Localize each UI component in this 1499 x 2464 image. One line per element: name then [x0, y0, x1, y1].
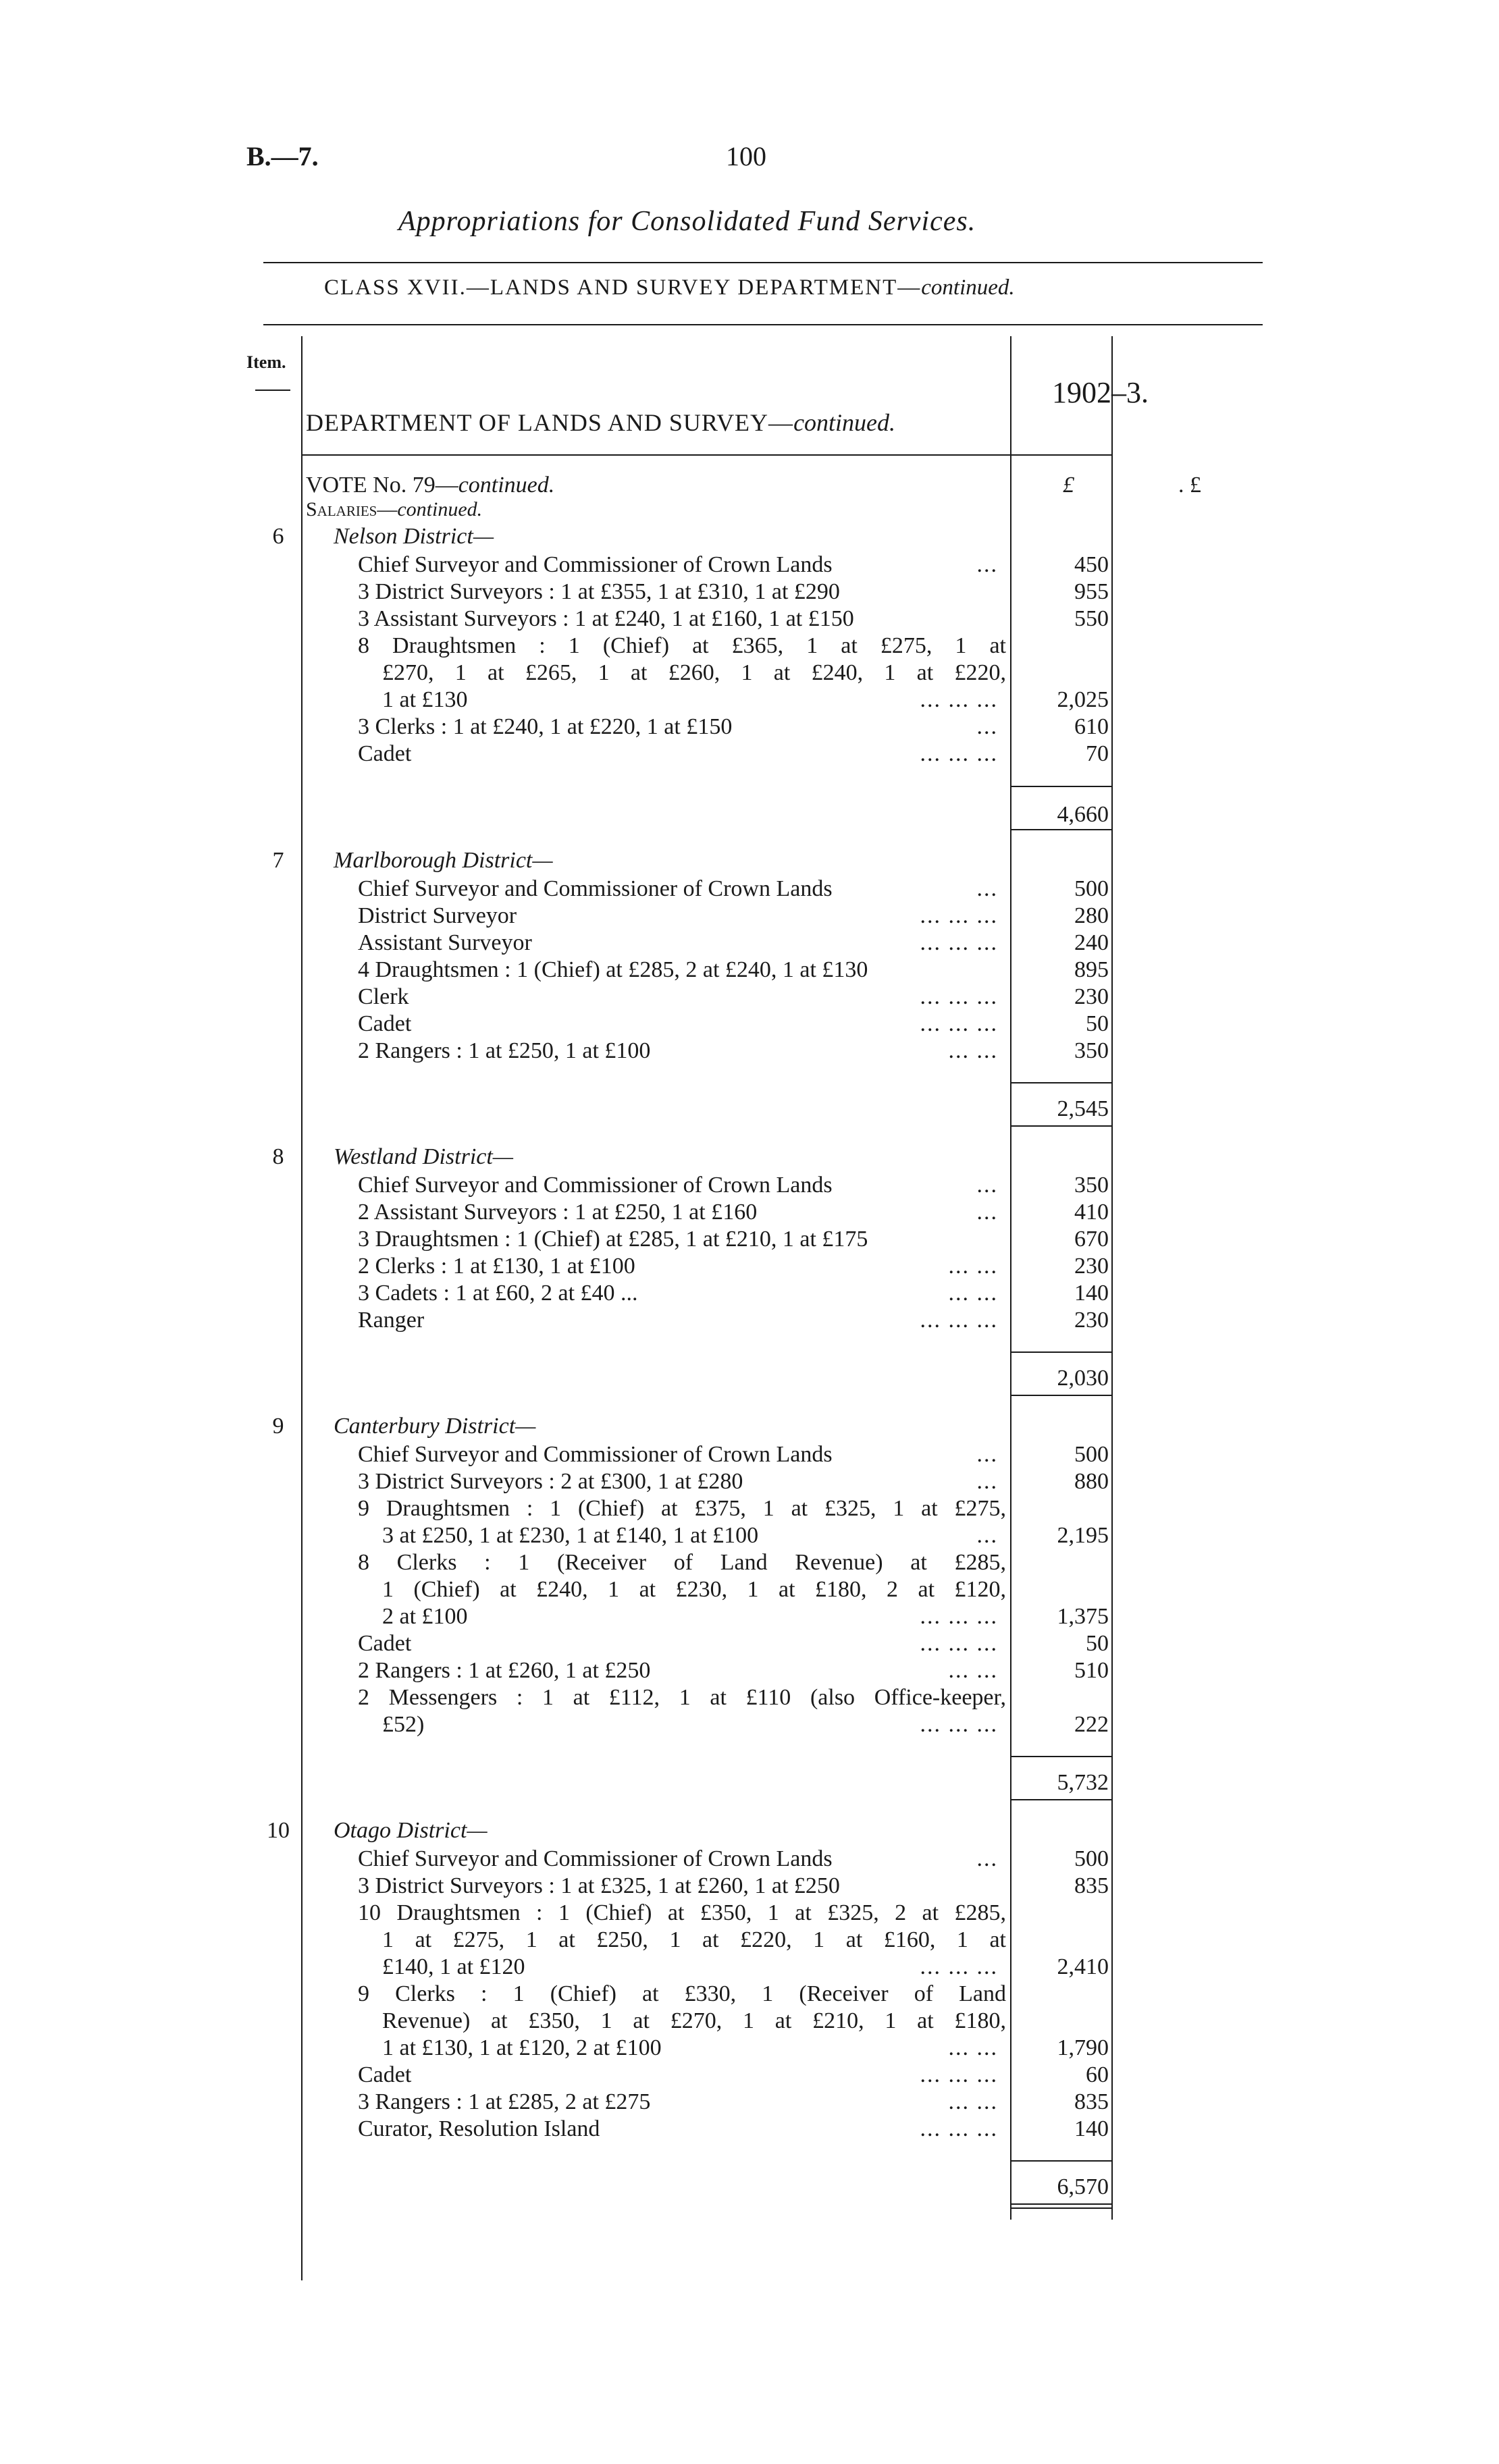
district-total: 2,030	[1057, 1366, 1109, 1391]
leader-dots: ... ...	[948, 1254, 998, 1279]
line-amount: 895	[1074, 957, 1109, 982]
salary-line: 10 Draughtsmen : 1 (Chief) at £350, 1 at £325, 2 at £285,	[358, 1900, 1006, 1925]
leader-dots: ...	[976, 1846, 998, 1871]
leader-dots: ...	[976, 1469, 998, 1494]
total-rule	[1010, 1125, 1111, 1127]
line-amount: 835	[1074, 1873, 1109, 1898]
subtotal-rule	[1010, 786, 1111, 787]
leader-dots: ...	[976, 1173, 998, 1198]
salary-line: Cadet	[358, 2062, 412, 2087]
line-amount: 670	[1074, 1227, 1109, 1252]
leader-dots: ...	[976, 1442, 998, 1467]
page-number: 100	[726, 141, 766, 171]
salary-line: 3 Cadets : 1 at £60, 2 at £40 ...	[358, 1281, 638, 1306]
line-amount: 410	[1074, 1200, 1109, 1225]
leader-dots: ... ... ...	[920, 984, 998, 1009]
line-amount: 2,195	[1057, 1523, 1109, 1548]
district-name: Canterbury District—	[334, 1414, 536, 1439]
leader-dots: ... ... ...	[920, 1712, 998, 1737]
salaries-heading-main: Salaries—	[306, 498, 398, 520]
salary-line: 2 Clerks : 1 at £130, 1 at £100	[358, 1254, 635, 1279]
leader-dots: ... ... ...	[920, 1308, 998, 1333]
leader-dots: ... ... ...	[920, 930, 998, 955]
leader-dots: ... ...	[948, 1038, 998, 1063]
department-heading	[306, 408, 895, 437]
document-title: Appropriations for Consolidated Fund Services.	[398, 206, 976, 237]
district-total: 2,545	[1057, 1096, 1109, 1121]
line-amount: 500	[1074, 876, 1109, 901]
item-column-divider	[301, 336, 303, 2280]
district-total: 6,570	[1057, 2174, 1109, 2199]
item-number: 8	[272, 1144, 284, 1169]
salary-line: 9 Draughtsmen : 1 (Chief) at £375, 1 at £325, 1 at £275,	[358, 1496, 1006, 1521]
line-amount: 222	[1074, 1712, 1109, 1737]
salary-line: Chief Surveyor and Commissioner of Crown Lands	[358, 1442, 833, 1467]
leader-dots: ... ... ...	[920, 2062, 998, 2087]
salary-line: 9 Clerks : 1 (Chief) at £330, 1 (Receiver of Land	[358, 1981, 1006, 2006]
line-amount: 450	[1074, 552, 1109, 577]
line-amount: 230	[1074, 984, 1109, 1009]
line-amount: 230	[1074, 1308, 1109, 1333]
subtotal-rule	[1010, 1351, 1111, 1353]
line-amount: 2,025	[1057, 687, 1109, 712]
total-rule	[1010, 1799, 1111, 1800]
salary-line: 3 Rangers : 1 at £285, 2 at £275	[358, 2089, 651, 2114]
class-title-suffix: continued.	[921, 275, 1015, 300]
line-amount: 350	[1074, 1173, 1109, 1198]
district-name: Marlborough District—	[334, 848, 553, 873]
leader-dots: ... ... ...	[920, 903, 998, 928]
leader-dots: ... ...	[948, 1658, 998, 1683]
salary-line: Chief Surveyor and Commissioner of Crown Lands	[358, 1846, 833, 1871]
item-column-heading: Item.	[246, 352, 286, 372]
salary-line: 2 at £100	[382, 1604, 468, 1629]
line-amount: 500	[1074, 1442, 1109, 1467]
department-heading-main: DEPARTMENT OF LANDS AND SURVEY—	[306, 409, 794, 436]
salary-line: Chief Surveyor and Commissioner of Crown Lands	[358, 876, 833, 901]
district-name: Westland District—	[334, 1144, 514, 1169]
line-amount: 50	[1086, 1011, 1109, 1036]
title-rule	[263, 262, 1263, 263]
salary-line: Curator, Resolution Island	[358, 2116, 600, 2141]
salary-line: 3 Assistant Surveyors : 1 at £240, 1 at £160, 1 at £150	[358, 606, 854, 631]
leader-dots: ... ... ...	[920, 687, 998, 712]
salary-line: 2 Assistant Surveyors : 1 at £250, 1 at £160	[358, 1200, 758, 1225]
salary-line: 1 at £130, 1 at £120, 2 at £100	[382, 2035, 662, 2060]
salary-line: Clerk	[358, 984, 409, 1009]
salary-line: Cadet	[358, 741, 412, 766]
line-amount: 70	[1086, 741, 1109, 766]
salary-line: 1 at £275, 1 at £250, 1 at £220, 1 at £160, 1 at	[382, 1927, 1006, 1952]
table-header-rule	[301, 454, 1111, 456]
line-amount: 350	[1074, 1038, 1109, 1063]
item-number: 10	[267, 1818, 290, 1843]
subtotal-rule	[1010, 2160, 1111, 2162]
salary-line: £52)	[382, 1712, 425, 1737]
salary-line: £270, 1 at £265, 1 at £260, 1 at £240, 1 at £220,	[382, 660, 1006, 685]
salary-line: 2 Rangers : 1 at £250, 1 at £100	[358, 1038, 651, 1063]
leader-dots: ... ... ...	[920, 1604, 998, 1629]
line-amount: 610	[1074, 714, 1109, 739]
line-amount: 1,375	[1057, 1604, 1109, 1629]
leader-dots: ... ...	[948, 1281, 998, 1306]
salary-line: 2 Messengers : 1 at £112, 1 at £110 (also Office-keeper,	[358, 1685, 1006, 1710]
leader-dots: ... ...	[948, 2035, 998, 2060]
vote-heading-suffix: continued.	[458, 473, 555, 498]
salaries-heading	[306, 498, 482, 521]
currency-symbol: £	[1063, 473, 1074, 498]
salary-line: 2 Rangers : 1 at £260, 1 at £250	[358, 1658, 651, 1683]
salary-line: Cadet	[358, 1631, 412, 1656]
salary-line: 3 District Surveyors : 2 at £300, 1 at £280	[358, 1469, 743, 1494]
salary-line: 3 at £250, 1 at £230, 1 at £140, 1 at £100	[382, 1523, 759, 1548]
salary-line: Assistant Surveyor	[358, 930, 532, 955]
line-amount: 1,790	[1057, 2035, 1109, 2060]
total-rule	[1010, 1395, 1111, 1396]
total-rule	[1010, 829, 1111, 830]
district-name: Otago District—	[334, 1818, 488, 1843]
line-amount: 140	[1074, 2116, 1109, 2141]
leader-dots: ...	[976, 552, 998, 577]
total-rule	[1010, 2203, 1111, 2205]
salary-line: 3 Clerks : 1 at £240, 1 at £220, 1 at £150	[358, 714, 733, 739]
salary-line: 3 District Surveyors : 1 at £325, 1 at £260, 1 at £250	[358, 1873, 840, 1898]
salary-line: £140, 1 at £120	[382, 1954, 525, 1979]
vote-heading-main: VOTE No. 79—	[306, 473, 458, 498]
leader-dots: ...	[976, 714, 998, 739]
leader-dots: ... ... ...	[920, 741, 998, 766]
line-amount: 280	[1074, 903, 1109, 928]
district-total: 4,660	[1057, 802, 1109, 827]
class-rule	[263, 324, 1263, 325]
salary-line: Chief Surveyor and Commissioner of Crown Lands	[358, 1173, 833, 1198]
leader-dots: ... ...	[948, 2089, 998, 2114]
leader-dots: ...	[976, 876, 998, 901]
salary-line: Cadet	[358, 1011, 412, 1036]
salary-line: 3 District Surveyors : 1 at £355, 1 at £310, 1 at £290	[358, 579, 840, 604]
leader-dots: ... ... ...	[920, 2116, 998, 2141]
final-total-double-rule	[1010, 2207, 1111, 2209]
document-code: B.—7.	[246, 141, 319, 171]
salaries-heading-suffix: continued.	[397, 498, 483, 520]
amount-column-right-divider	[1111, 336, 1113, 2220]
item-heading-dash	[255, 390, 290, 391]
district-name: Nelson District—	[334, 524, 494, 549]
line-amount: 550	[1074, 606, 1109, 631]
salary-line: 8 Clerks : 1 (Receiver of Land Revenue) at £285,	[358, 1550, 1006, 1575]
line-amount: 880	[1074, 1469, 1109, 1494]
line-amount: 955	[1074, 579, 1109, 604]
line-amount: 60	[1086, 2062, 1109, 2087]
line-amount: 230	[1074, 1254, 1109, 1279]
subtotal-rule	[1010, 1756, 1111, 1757]
line-amount: 140	[1074, 1281, 1109, 1306]
line-amount: 2,410	[1057, 1954, 1109, 1979]
line-amount: 510	[1074, 1658, 1109, 1683]
leader-dots: ...	[976, 1523, 998, 1548]
salary-line: 1 at £130	[382, 687, 468, 712]
line-amount: 240	[1074, 930, 1109, 955]
year-heading: 1902–3.	[1052, 376, 1149, 409]
salary-line: Ranger	[358, 1308, 425, 1333]
salary-line: Revenue) at £350, 1 at £270, 1 at £210, 1 at £180,	[382, 2008, 1006, 2033]
line-amount: 50	[1086, 1631, 1109, 1656]
salary-line: 3 Draughtsmen : 1 (Chief) at £285, 1 at £210, 1 at £175	[358, 1227, 868, 1252]
line-amount: 500	[1074, 1846, 1109, 1871]
item-number: 6	[272, 524, 284, 549]
leader-dots: ... ... ...	[920, 1631, 998, 1656]
currency-symbol-total: . £	[1178, 473, 1201, 498]
subtotal-rule	[1010, 1082, 1111, 1083]
salary-line: Chief Surveyor and Commissioner of Crown Lands	[358, 552, 833, 577]
item-number: 9	[272, 1414, 284, 1439]
salary-line: District Surveyor	[358, 903, 517, 928]
class-title	[324, 275, 1015, 300]
leader-dots: ...	[976, 1200, 998, 1225]
item-number: 7	[272, 848, 284, 873]
salary-line: 8 Draughtsmen : 1 (Chief) at £365, 1 at £275, 1 at	[358, 633, 1006, 658]
salary-line: 4 Draughtsmen : 1 (Chief) at £285, 2 at £240, 1 at £130	[358, 957, 868, 982]
amount-column-left-divider	[1010, 336, 1011, 2220]
salary-line: 1 (Chief) at £240, 1 at £230, 1 at £180, 2 at £120,	[382, 1577, 1006, 1602]
line-amount: 835	[1074, 2089, 1109, 2114]
class-title-main: CLASS XVII.—LANDS AND SURVEY DEPARTMENT—	[324, 275, 922, 300]
department-heading-suffix: continued.	[793, 409, 896, 436]
leader-dots: ... ... ...	[920, 1011, 998, 1036]
district-total: 5,732	[1057, 1770, 1109, 1795]
vote-heading	[306, 473, 554, 498]
leader-dots: ... ... ...	[920, 1954, 998, 1979]
